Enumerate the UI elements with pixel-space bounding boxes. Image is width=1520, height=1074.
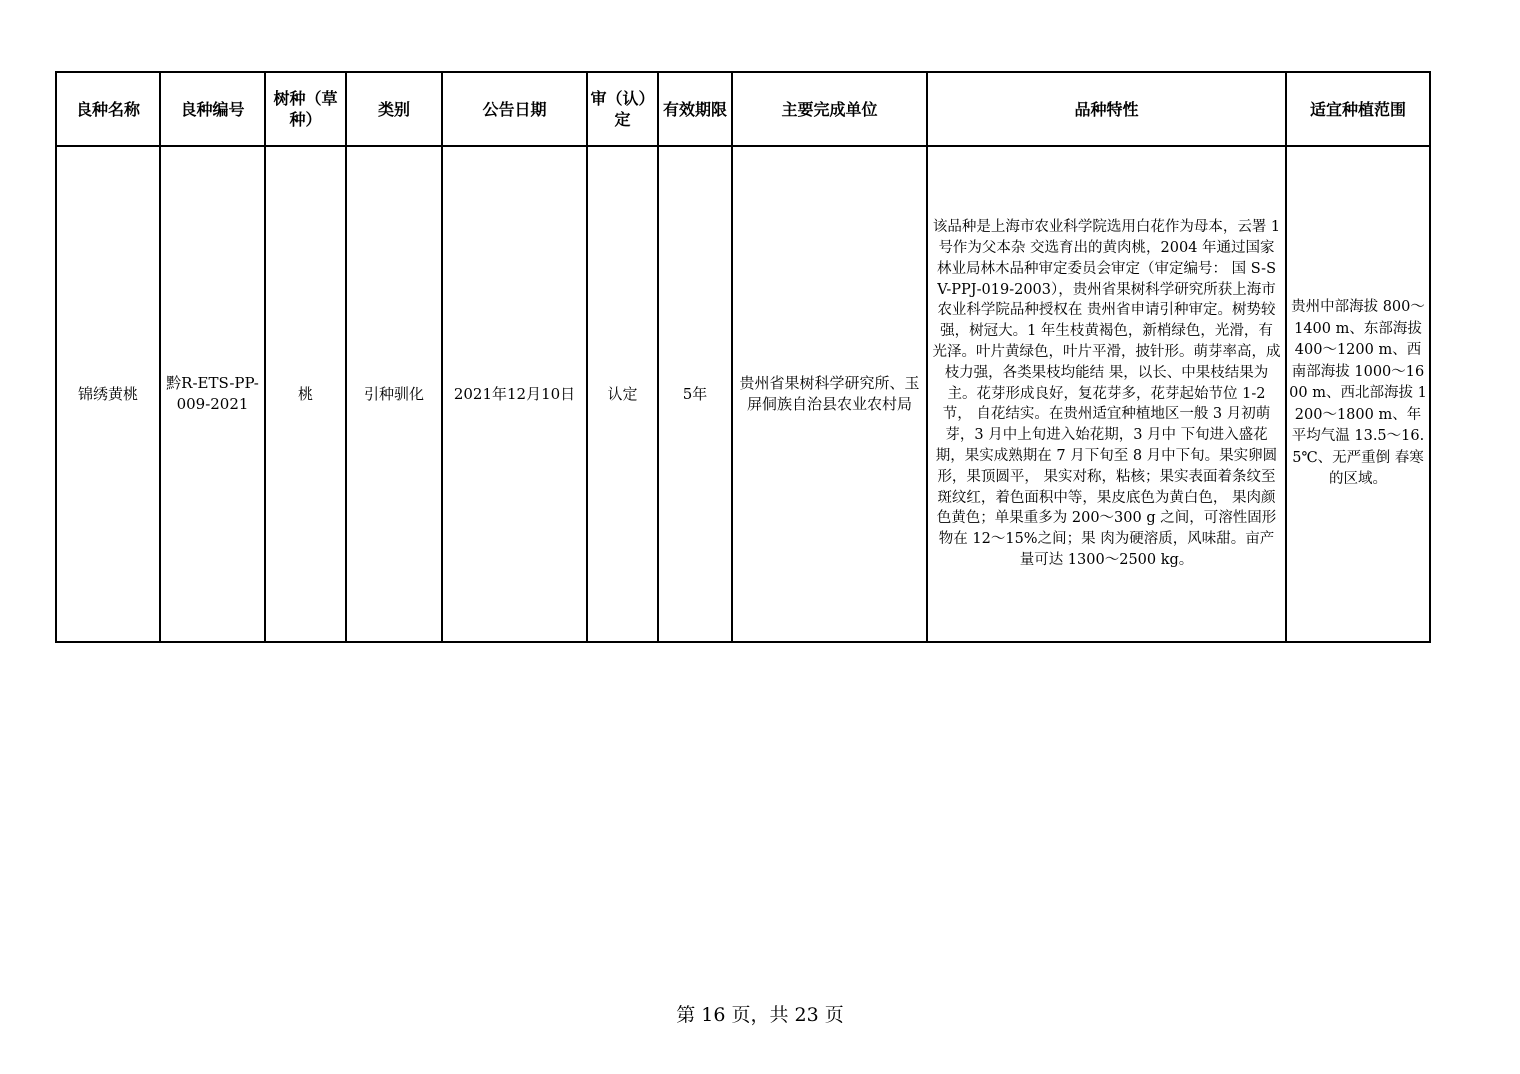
cell-species: 桃 <box>265 146 346 642</box>
header-category: 类别 <box>346 72 442 146</box>
cell-approval: 认定 <box>587 146 658 642</box>
header-traits: 品种特性 <box>927 72 1286 146</box>
header-species: 树种（草种） <box>265 72 346 146</box>
cell-traits: 该品种是上海市农业科学院选用白花作为母本，云署 1 号作为父本杂 交选育出的黄肉桃，2004 年通过国家林业局林木品种审定委员会审定（审定编号： 国 S-SV-PPJ-019-2003），贵州省果树科学研究所获上海市农业科学院品种授权在 贵州省申请引种审定。树势较强，树冠大。1 年生枝黄褐色，新梢绿色，光滑，有 光泽。叶片黄绿色，叶片平滑，披针形。萌芽率高，成枝力强，各类果枝均能结 果，以长、中果枝结果为主。花芽形成良好，复花芽多，花芽起始节位 1-2 节， 自花结实。在贵州适宜种植地区一般 3 月初萌芽，3 月中上旬进入始花期，3 月中 下旬进入盛花期，果实成熟期在 7 月下旬至 8 月中下旬。果实卵圆形，果顶圆平， 果实对称，粘核；果实表面着条纹至斑纹红，着色面积中等，果皮底色为黄白色， 果肉颜色黄色；单果重多为 200～300 g 之间，可溶性固形物在 12～15%之间；果 肉为硬溶质，风味甜。亩产量可达 1300～2500 kg。 <box>927 146 1286 642</box>
header-range: 适宜种植范围 <box>1286 72 1430 146</box>
variety-table <box>55 71 1431 643</box>
header-unit: 主要完成单位 <box>732 72 927 146</box>
table-row <box>56 146 1430 642</box>
cell-code: 黔R-ETS-PP-009-2021 <box>160 146 265 642</box>
page-number: 第 16 页，共 23 页 <box>676 1004 844 1026</box>
header-row <box>56 72 1430 146</box>
cell-unit: 贵州省果树科学研究所、玉屏侗族自治县农业农村局 <box>732 146 927 642</box>
header-validity: 有效期限 <box>658 72 732 146</box>
cell-name: 锦绣黄桃 <box>56 146 160 642</box>
header-code: 良种编号 <box>160 72 265 146</box>
header-name: 良种名称 <box>56 72 160 146</box>
cell-category: 引种驯化 <box>346 146 442 642</box>
cell-validity: 5年 <box>658 146 732 642</box>
cell-date: 2021年12月10日 <box>442 146 587 642</box>
cell-range: 贵州中部海拔 800～1400 m、东部海拔 400～1200 m、西南部海拔 1000～1600 m、西北部海拔 1200～1800 m、年平均气温 13.5～16.5℃、无严重倒 春寒的区域。 <box>1286 146 1430 642</box>
header-approval: 审（认）定 <box>587 72 658 146</box>
header-date: 公告日期 <box>442 72 587 146</box>
